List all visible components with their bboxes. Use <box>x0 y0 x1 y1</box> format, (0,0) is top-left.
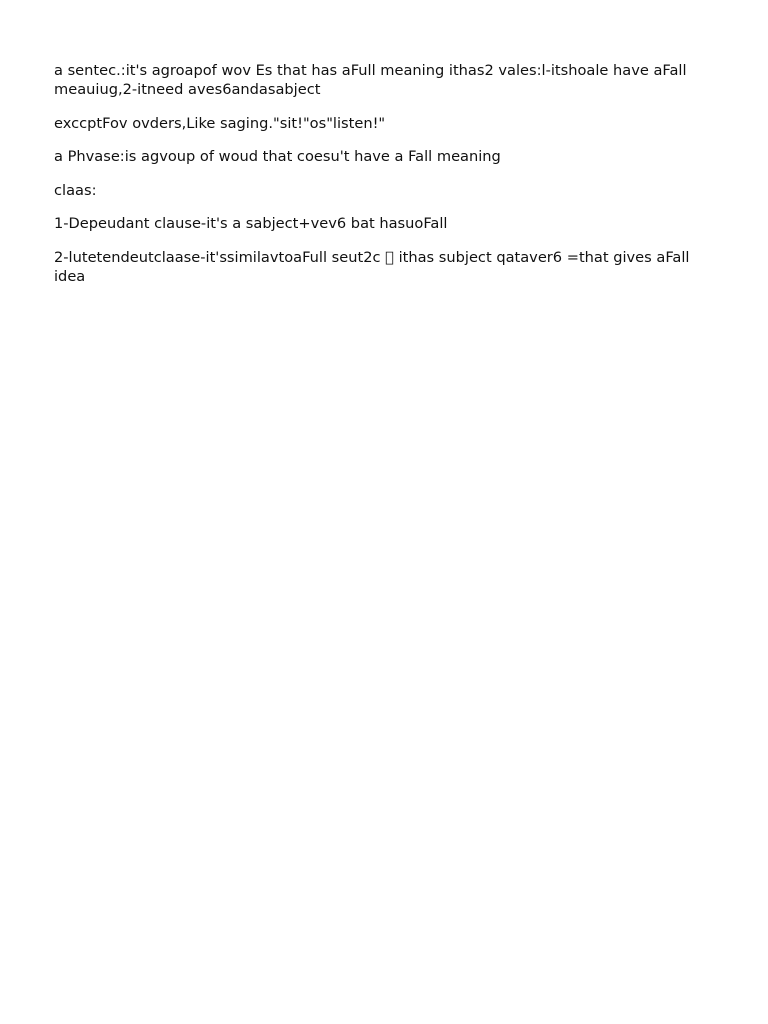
clause-heading: claas: <box>54 181 97 199</box>
sentence-definition-paragraph: a sentec.:it's agroapof wov Es that has aFull meaning ithas2 vales:l-itshoale have aFall meauiug,2-itneed aves6andasabject <box>54 62 687 98</box>
phrase-definition-paragraph: a Phvase:is agvoup of woud that coesu't have a Fall meaning <box>54 148 501 165</box>
exception-paragraph: exccptFov ovders,Like saging."sit!"os"listen!" <box>54 114 386 132</box>
dependent-clause-paragraph: 1-Depeudant clause-it's a sabject+vev6 bat hasuoFall <box>54 215 448 232</box>
independent-clause-paragraph: 2-lutetendeutclaase-it'ssimilavtoaFull seut2c ithas subject qataver6 =that gives aFall idea <box>54 248 712 266</box>
document-page <box>54 61 718 300</box>
